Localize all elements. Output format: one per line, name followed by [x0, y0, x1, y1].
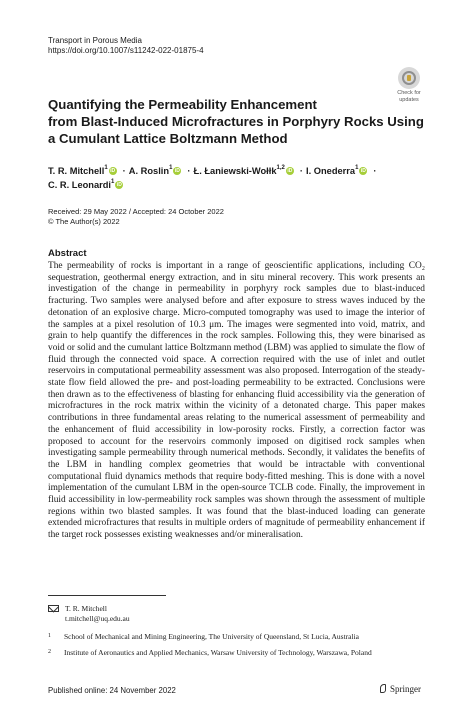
author-name[interactable]: A. Roslin — [128, 166, 170, 176]
author-affiliation-marker: 1,2 — [276, 165, 285, 171]
doi-link[interactable]: https://doi.org/10.1007/s11242-022-01875-4 — [48, 46, 204, 55]
received-accepted: Received: 29 May 2022 / Accepted: 24 October 2022 — [48, 207, 224, 216]
title-line: a Cumulant Lattice Boltzmann Method — [48, 131, 288, 146]
check-for-updates-label-2: updates — [399, 97, 419, 103]
affiliation-number: 1 — [48, 633, 51, 639]
check-for-updates-icon — [398, 67, 420, 89]
author-affiliation-marker: 1 — [104, 165, 108, 171]
author-affiliation-marker: 1 — [355, 165, 359, 171]
author-list — [48, 164, 380, 192]
author-name[interactable]: T. R. Mitchell — [48, 166, 105, 176]
check-for-updates-label-1: Check for — [397, 90, 421, 96]
check-for-updates-button[interactable] — [394, 67, 424, 103]
orcid-icon[interactable]: iD — [360, 168, 366, 174]
correspondence — [48, 604, 130, 623]
orcid-icon[interactable]: iD — [110, 168, 116, 174]
author-separator: · — [299, 166, 303, 176]
author-separator: · — [122, 166, 126, 176]
title-line: Quantifying the Permeability Enhancement — [48, 97, 317, 112]
article-dates — [48, 207, 224, 227]
affiliation-2 — [48, 648, 418, 658]
publisher-name: Springer — [390, 684, 421, 694]
author-affiliation-marker: 1 — [111, 179, 115, 185]
journal-header — [48, 36, 204, 56]
author-name[interactable]: Ł. Łaniewski-Wołłk — [193, 166, 277, 176]
abstract-body — [48, 261, 425, 542]
envelope-icon — [48, 605, 59, 612]
published-online: Published online: 24 November 2022 — [48, 686, 176, 695]
springer-logo — [379, 684, 421, 694]
corresponding-email[interactable]: t.mitchell@uq.edu.au — [65, 613, 130, 623]
author-name[interactable]: C. R. Leonardi — [48, 180, 112, 190]
author-separator: · — [373, 166, 377, 176]
orcid-icon[interactable]: iD — [287, 168, 293, 174]
affiliation-text: Institute of Aeronautics and Applied Mechanics, Warsaw University of Technology, Warszawa, Poland — [64, 648, 372, 657]
orcid-icon[interactable]: iD — [174, 168, 180, 174]
orcid-icon[interactable]: iD — [116, 182, 122, 188]
springer-horse-icon — [379, 684, 387, 694]
author-name[interactable]: I. Onederra — [305, 166, 356, 176]
abstract-text: The permeability of rocks is important in a range of geoscientific applications, including CO₂ sequestration, geothermal energy extraction, and in situ mineral recovery. This work presents an investigation of the change in permeability in porphyry rock samples due to blast-induced fracturing. Two samples were analysed before and after exposure to stress waves induced by the detonation of an explosive charge. Micro-computed tomography was used to image the interior of the samples at a pixel resolution of 10.3 μm. The images were segmented into void, matrix, and grain to help quantify the differences in the rock samples. Following this, they were binarised as void or solid and the cumulant lattice Boltzmann method (LBM) was applied to simulate the flow of fluid through the connected void space. A correction required with the use of inlet and outlet reservoirs in computational permeability assessment was also proposed. Interrogation of the steady-state flow field allowed the pre- and post-loading permeability to be extracted. Conclusions were then drawn as to the effectiveness of blasting for enhancing fluid accessibility via the generation of microfractures in the rock matrix within the vicinity of a detonated charge. This paper makes contributions in three fundamental areas relating to the numerical assessment of permeability and the enhancement of fluid accessibility in low-porosity rocks. Firstly, a correction factor was proposed to account for the reservoirs commonly imposed on digitised rock samples when investigating sample permeability through numerical methods. Secondly, it validates the benefits of the LBM in handling complex geometries that would be intractable with conventional computational fluid dynamics methods that require body-fitted meshing. This is done with a novel implementation of the cumulant LBM in the open-source TCLB code. Finally, the improvement in fluid accessibility in low-permeability rock samples was shown through the assessment of multiple regions within two blasted samples. It was found that the blast-induced loading can generate extended microfractures that results in multiple orders of magnitude of permeability enhancement if the target rock possesses existing weaknesses and/or mineralisation. — [48, 261, 425, 541]
affiliation-number: 2 — [48, 649, 51, 655]
author-separator: · — [187, 166, 191, 176]
corresponding-author: T. R. Mitchell — [65, 604, 107, 613]
journal-name: Transport in Porous Media — [48, 36, 142, 45]
affiliation-text: School of Mechanical and Mining Engineering, The University of Queensland, St Lucia, Australia — [64, 632, 360, 641]
footnote-divider — [48, 595, 166, 596]
copyright: © The Author(s) 2022 — [48, 217, 120, 226]
affiliation-1 — [48, 632, 418, 642]
abstract-heading: Abstract — [48, 248, 87, 259]
author-affiliation-marker: 1 — [169, 165, 173, 171]
title-line: from Blast-Induced Microfractures in Porphyry Rocks Using — [48, 114, 424, 129]
